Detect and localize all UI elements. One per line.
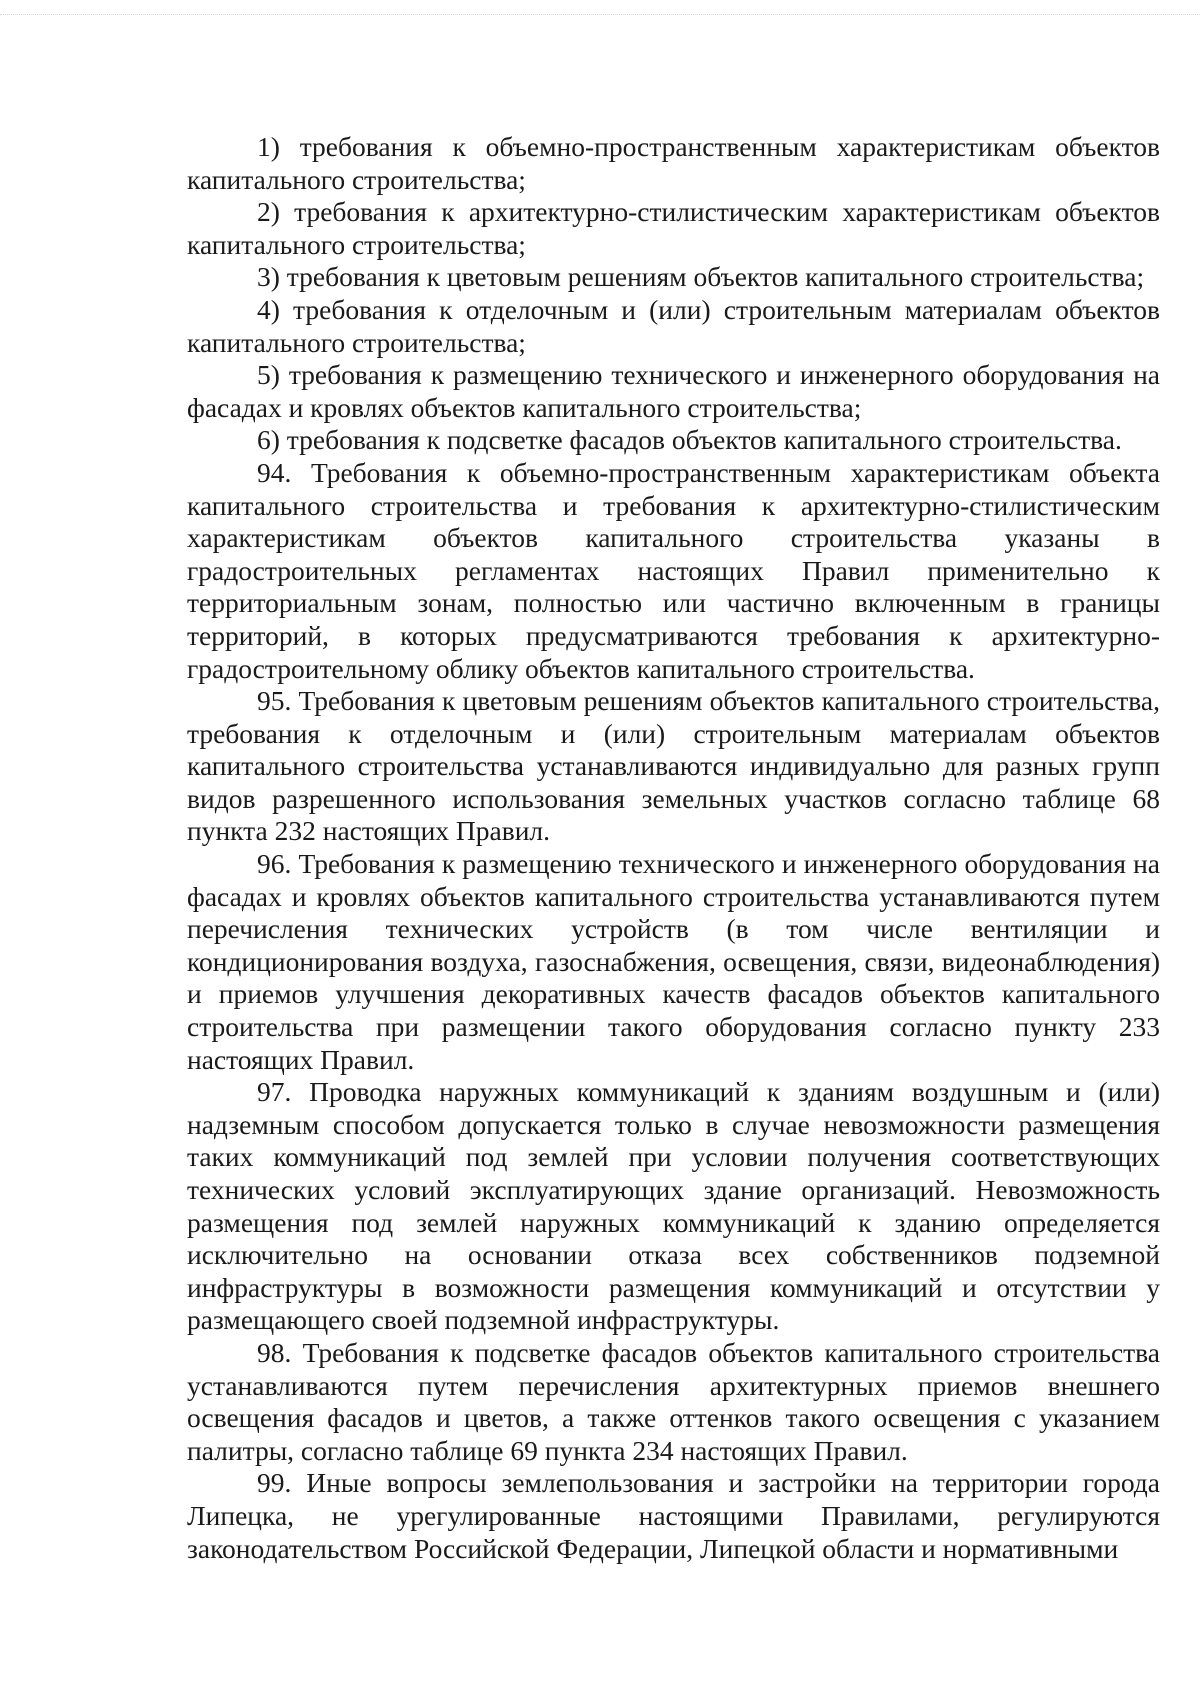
list-item-5: 5) требования к размещению технического и инженерного оборудования на фасадах и кровлях объектов капитального строительства; (187, 359, 1160, 423)
list-item-6: 6) требования к подсветке фасадов объектов капитального строительства. (257, 424, 1122, 456)
clause-96: 96. Требования к размещению технического и инженерного оборудования на фасадах и кровлях объектов капитального строительства устанавливаются путем перечисления технических устройств (в том числе вентиляции и кондиционирования воздуха, газоснабжения, освещения, связи, видеонаблюдения) и приемов улучшения декоративных качеств фасадов объектов капитального строительства при размещении такого оборудования согласно пункту 233 настоящих Правил. (187, 848, 1160, 1075)
list-item-1: 1) требования к объемно-пространственным характеристикам объектов капитального строительства; (187, 131, 1160, 195)
clause-99: 99. Иные вопросы землепользования и застройки на территории города Липецка, не урегулированные настоящими Правилами, регулируются законодательством Российской Федерации, Липецкой области и нормативными (187, 1467, 1160, 1564)
list-item-2: 2) требования к архитектурно-стилистическим характеристикам объектов капитального строительства; (187, 196, 1160, 260)
list-item-3: 3) требования к цветовым решениям объектов капитального строительства; (257, 261, 1145, 293)
clause-97: 97. Проводка наружных коммуникаций к зданиям воздушным и (или) надземным способом допускается только в случае невозможности размещения таких коммуникаций под землей при условии получения соответствующих технических условий эксплуатирующих здание организаций. Невозможность размещения под землей наружных коммуникаций к зданию определяется исключительно на основании отказа всех собственников подземной инфраструктуры в возможности размещения коммуникаций и отсутствии у размещающего своей подземной инфраструктуры. (187, 1076, 1160, 1336)
clause-98: 98. Требования к подсветке фасадов объектов капитального строительства устанавливаются путем перечисления архитектурных приемов внешнего освещения фасадов и цветов, а также оттенков такого освещения с указанием палитры, согласно таблице 69 пункта 234 настоящих Правил. (187, 1336, 1160, 1466)
clause-94: 94. Требования к объемно-пространственным характеристикам объекта капитального строительства и требования к архитектурно-стилистическим характеристикам объектов капитального строительства указаны в градостроительных регламентах настоящих Правил применительно к территориальным зонам, полностью или частично включенным в границы территорий, в которых предусматриваются требования к архитектурно-градостроительному облику объектов капитального строительства. (187, 456, 1160, 684)
scan-edge-line (0, 14, 1200, 15)
list-item-4: 4) требования к отделочным и (или) строительным материалам объектов капитального строительства; (187, 293, 1160, 358)
document-body (187, 131, 1160, 1565)
clause-95: 95. Требования к цветовым решениям объектов капитального строительства, требования к отделочным и (или) строительным материалам объектов капитального строительства устанавливаются индивидуально для разных групп видов разрешенного использования земельных участков согласно таблице 68 пункта 232 настоящих Правил. (187, 685, 1160, 847)
